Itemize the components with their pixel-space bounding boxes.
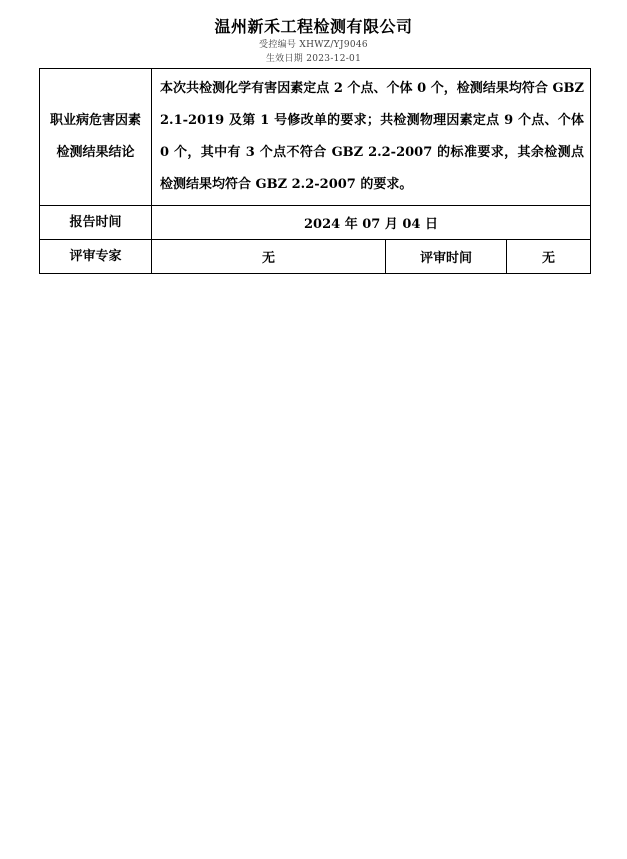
- conclusion-text: 本次共检测化学有害因素定点 2 个点、个体 0 个，检测结果均符合 GBZ 2.1-2019 及第 1 号修改单的要求；共检测物理因素定点 9 个点、个体 0 个，其中有 3 个点不符合 GBZ 2.2-2007 的标准要求，其余检测点检测结果均符合 GBZ 2.2-2007 的要求。: [152, 69, 591, 206]
- report-time-value: 2024 年 07 月 04 日: [152, 206, 591, 240]
- effective-date: 生效日期 2023-12-01: [265, 54, 362, 64]
- review-time-label: 评审时间: [386, 240, 507, 274]
- conclusion-row: [40, 69, 591, 206]
- report-time-row: [40, 206, 591, 240]
- control-number: 受控编号 XHWZ/YJ9046: [259, 40, 368, 50]
- report-time-label: 报告时间: [40, 206, 152, 240]
- company-name: 温州新禾工程检测有限公司: [214, 17, 413, 36]
- review-row: [40, 240, 591, 274]
- report-table: [39, 68, 591, 274]
- review-expert-value: 无: [152, 240, 386, 274]
- review-expert-label: 评审专家: [40, 240, 152, 274]
- review-time-value: 无: [507, 240, 591, 274]
- conclusion-label: 职业病危害因素检测结果结论: [40, 69, 152, 206]
